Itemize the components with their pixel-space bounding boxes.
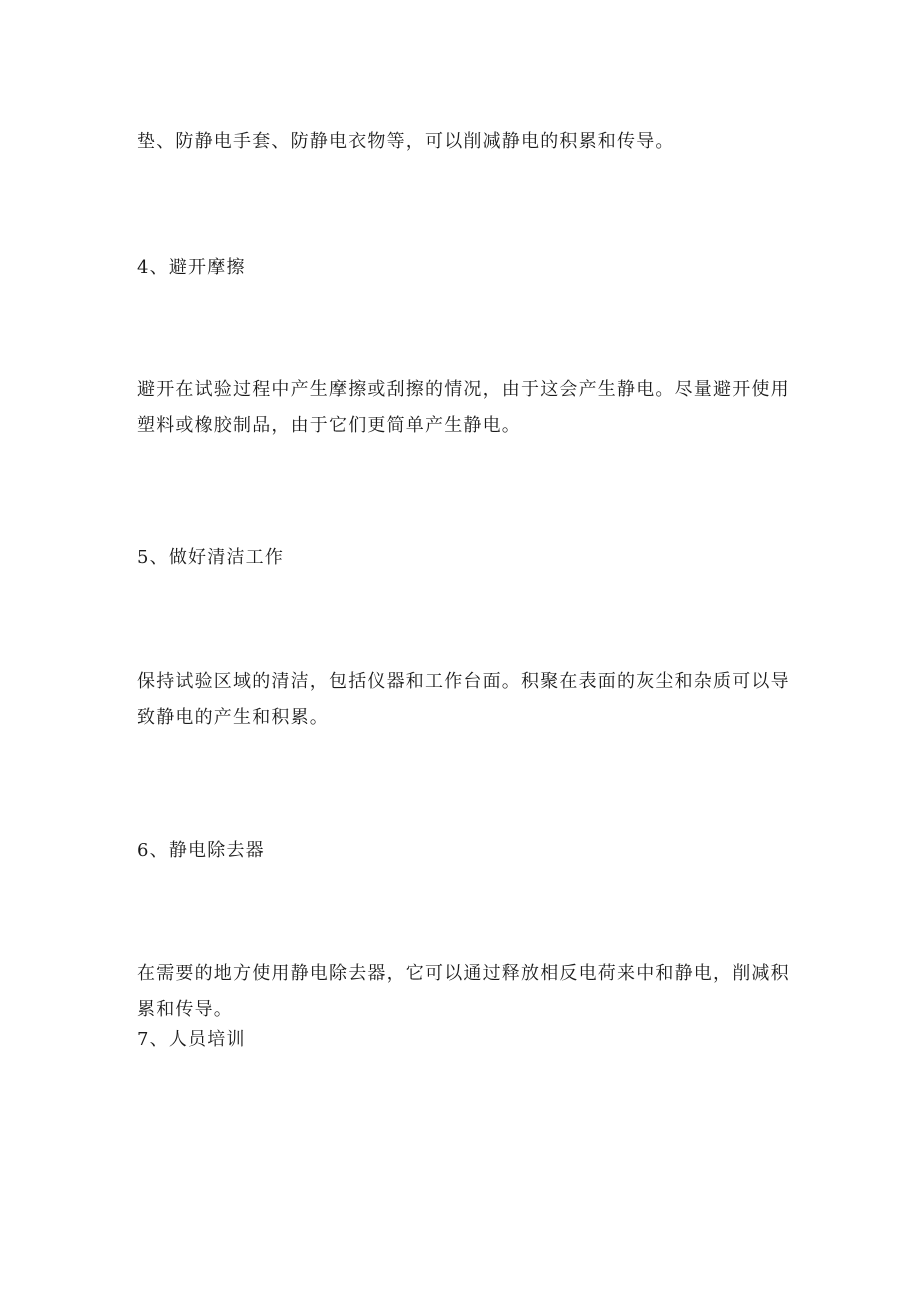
paragraph-continuation: 垫、防静电手套、防静电衣物等，可以削减静电的积累和传导。: [137, 131, 675, 152]
section-heading-4: 4、避开摩擦: [137, 257, 246, 278]
paragraph-static-eliminator: 在需要的地方使用静电除去器，它可以通过释放相反电荷来中和静电，削减积累和传导。: [137, 963, 790, 1020]
section-heading-7: 7、人员培训: [137, 1029, 246, 1050]
section-heading-6: 6、静电除去器: [137, 840, 265, 861]
paragraph-cleaning: 保持试验区域的清洁，包括仪器和工作台面。积聚在表面的灰尘和杂质可以导致静电的产生和积累。: [137, 671, 790, 728]
section-heading-5: 5、做好清洁工作: [137, 547, 285, 568]
paragraph-avoid-friction: 避开在试验过程中产生摩擦或刮擦的情况，由于这会产生静电。尽量避开使用塑料或橡胶制品，由于它们更简单产生静电。: [137, 379, 790, 436]
